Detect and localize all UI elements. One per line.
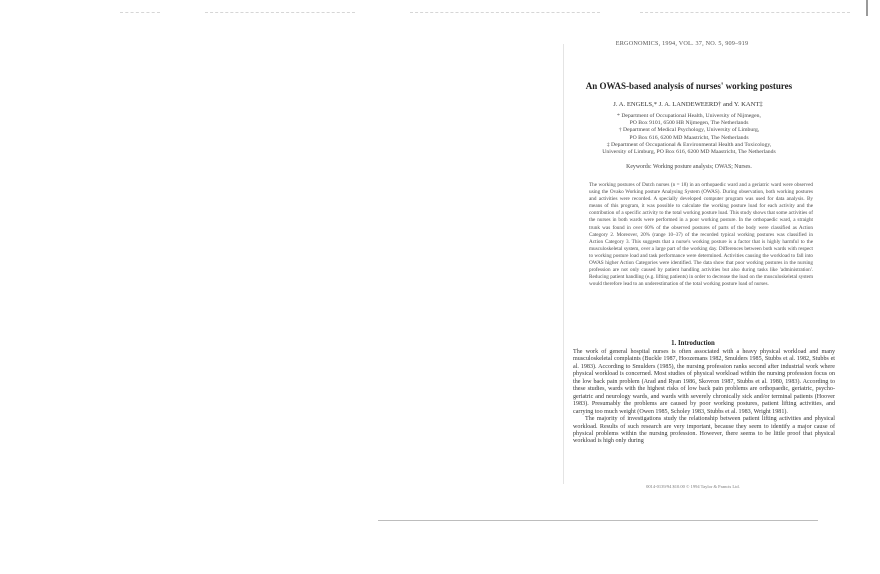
journal-header: ERGONOMICS, 1994, VOL. 37, NO. 5, 909–919 <box>615 40 749 47</box>
affiliation-line: PO Box 9101, 6500 HB Nijmegen, The Netherlands <box>629 120 749 127</box>
paragraph: The majority of investigations study the relationship between patient lifting activities and physical workload. Results of such research are very important, because they seem to identify a major cause of physical problems within the nursing profession. However, there seems to be little proof that physical workload is high only during <box>573 416 835 445</box>
scan-margin-dash <box>410 12 600 14</box>
section-heading: 1. Introduction <box>671 340 715 347</box>
author-list: J. A. ENGELS,* J. A. LANDEWEERD† and Y. KANT‡ <box>613 101 763 108</box>
introduction-body <box>573 349 835 446</box>
affiliation-line: University of Limburg, PO Box 616, 6200 MD Maastricht, The Netherlands <box>602 149 776 156</box>
copyright-footer: 0014-0139/94 $10.00 © 1994 Taylor & Francis Ltd. <box>646 484 740 489</box>
scan-margin-dash <box>120 12 160 14</box>
affiliation-line: PO Box 616, 6200 MD Maastricht, The Netherlands <box>629 134 749 141</box>
keywords: Keywords: Working posture analysis; OWAS; Nurses. <box>626 164 752 170</box>
scan-bottom-edge <box>378 520 818 521</box>
paragraph: The work of general hospital nurses is often associated with a heavy physical workload and many musculoskeletal complaints (Buckle 1987, Hoozemans 1982, Smulders 1985, Stubbs et al. 1982, Stubbs et al. 1983). According to Smulders (1985), the nursing profession ranks second after industrial work where physical workload is concerned. Most studies of physical workload within the nursing profession focus on the low back pain problem (Arad and Ryan 1986, Skovron 1987, Stubbs et al. 1980, 1983). According to these studies, wards with the highest risks of low back pain problems are orthopaedic, geriatric, psycho-geriatric and neurology wards, and wards with severely chronically sick and/or terminal patients (Hoover 1983). Presumably the problems are caused by poor working postures, patient lifting activities, and carrying too much weight (Owen 1985, Scholey 1983, Stubbs et al. 1983, Wright 1981). <box>573 349 835 415</box>
affiliations <box>566 113 812 156</box>
scan-margin-dash <box>640 12 850 14</box>
book-gutter <box>563 44 564 484</box>
scan-margin-dash <box>205 12 355 14</box>
paper-title: An OWAS-based analysis of nurses' working postures <box>585 81 793 91</box>
scan-edge-mark <box>866 0 868 16</box>
abstract: The working postures of Dutch nurses (n = 18) in an orthopaedic ward and a geriatric ward were observed using the Ovako Working posture Analysing System (OWAS). During observation, both working postures and activities were recorded. A specially developed computer program was used for data analysis. By means of this program, it was possible to calculate the working posture load for each activity and the contribution of a specific activity to the total working posture load. This study shows that some activities of the nurses in both wards were performed in a poor working posture. In the orthopaedic ward, a straight trunk was found in over 60% of the observed postures of parts of the body were classified as Action Category 2. Moreover, 20% (range 10–37) of the recorded typical working postures was classified in Action Category 3. This suggests that a nurse's working posture is a factor that is highly harmful to the musculoskeletal system, over a large part of the working day. Differences between both wards with respect to working posture load and task performance were determined. Activities causing the workload to fall into OWAS higher Action Categories were identified. The data show that poor working postures in the nursing profession are not only caused by patient handling activities but also during tasks like 'administration'. Reducing patient handling (e.g. lifting patients) in order to decrease the load on the musculoskeletal system would therefore lead to an underestimation of the total working posture load of nurses. <box>589 182 813 288</box>
affiliation-line: ‡ Department of Occupational & Environmental Health and Toxicology, <box>606 141 772 148</box>
affiliation-line: * Department of Occupational Health, University of Nijmegen, <box>617 113 761 119</box>
affiliation-line: † Department of Medical Psychology, University of Limburg, <box>618 127 760 134</box>
